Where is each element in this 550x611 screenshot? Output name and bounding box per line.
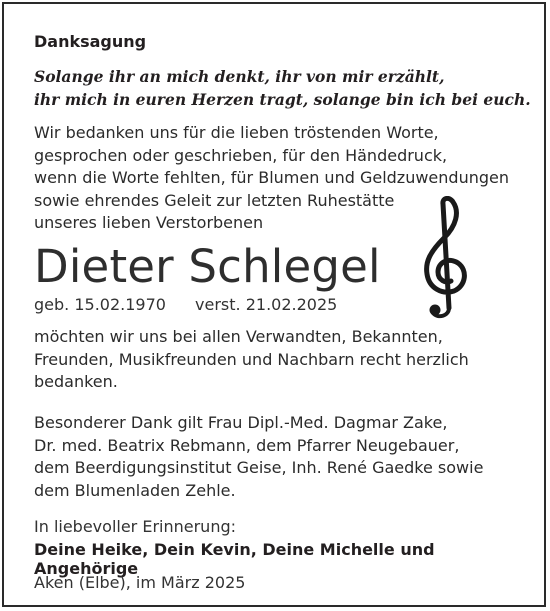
text-line: möchten wir uns bei allen Verwandten, Bekannten,	[34, 327, 443, 346]
text-line: Wir bedanken uns für die lieben tröstenden Worte,	[34, 123, 439, 142]
place-date: Aken (Elbe), im März 2025	[34, 573, 246, 592]
text-line: unseres lieben Verstorbenen	[34, 213, 264, 232]
life-dates	[34, 295, 532, 314]
birth-date: geb. 15.02.1970	[34, 295, 166, 314]
text-line: gesprochen oder geschrieben, für den Händedruck,	[34, 145, 448, 165]
quote-line: Solange ihr an mich denkt, ihr von mir erzählt,	[34, 67, 445, 86]
text-line: bedanken.	[34, 372, 118, 391]
text-line: Dr. med. Beatrix Rebmann, dem Pfarrer Neugebauer,	[34, 435, 460, 455]
quote	[34, 65, 532, 111]
quote-line: ihr mich in euren Herzen tragt, solange bin ich bei euch.	[34, 90, 531, 109]
deceased-name: Dieter Schlegel	[34, 240, 381, 293]
thanks-relatives-paragraph	[34, 326, 532, 394]
text-line: dem Beerdigungsinstitut Geise, Inh. René Gaedke sowie	[34, 458, 484, 477]
text-line: wenn die Worte fehlten, für Blumen und Geldzuwendungen	[34, 168, 509, 187]
family-signature: Deine Heike, Dein Kevin, Deine Michelle und Angehörige	[34, 540, 435, 578]
obituary-card	[2, 2, 546, 607]
text-line: Freunden, Musikfreunden und Nachbarn recht herzlich	[34, 349, 469, 369]
text-line: sowie ehrendes Geleit zur letzten Ruhestätte	[34, 190, 395, 210]
text-line: dem Blumenladen Zehle.	[34, 480, 236, 500]
heading: Danksagung	[34, 32, 147, 51]
text-line: Besonderer Dank gilt Frau Dipl.-Med. Dagmar Zake,	[34, 413, 448, 432]
memory-label: In liebevoller Erinnerung:	[34, 517, 236, 536]
special-thanks-paragraph	[34, 412, 532, 502]
death-date: verst. 21.02.2025	[195, 295, 338, 314]
